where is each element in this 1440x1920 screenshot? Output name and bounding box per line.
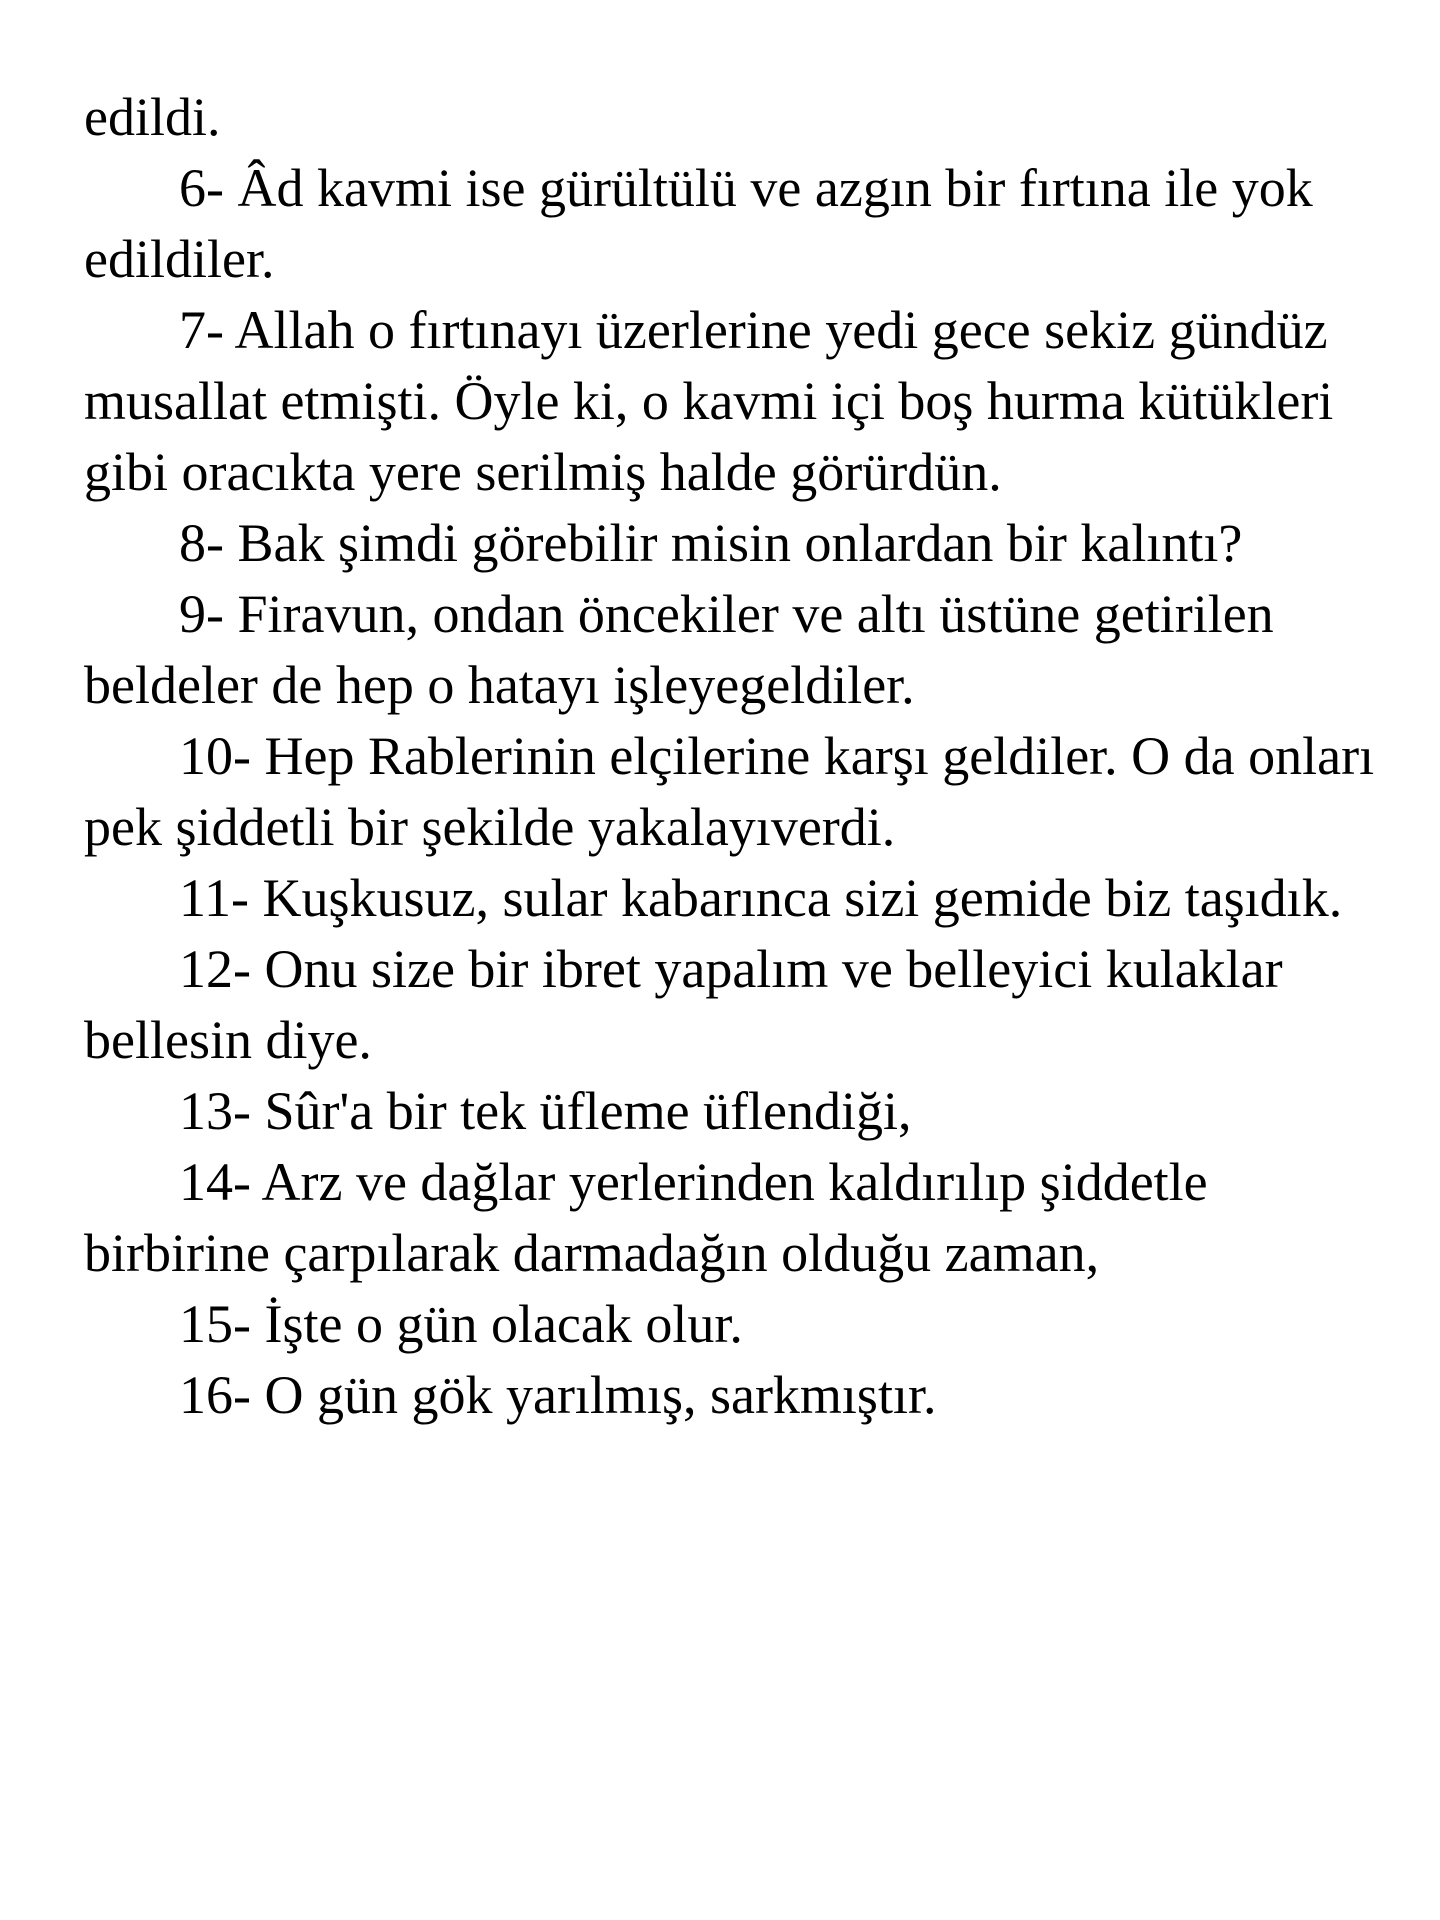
verse-7: 7- Allah o fırtınayı üzerlerine yedi gece sekiz gündüz musallat etmişti. Öyle ki, o kavmi içi boş hurma kütükleri gibi oracıkta yere serilmiş halde görürdün.: [84, 300, 1334, 502]
verse-9: 9- Firavun, ondan öncekiler ve altı üstüne getirilen beldeler de hep o hatayı işleyegeldiler.: [84, 584, 1274, 715]
verse-15: 15- İşte o gün olacak olur.: [179, 1294, 743, 1354]
verse-8: 8- Bak şimdi görebilir misin onlardan bir kalıntı?: [179, 513, 1243, 573]
verse-12: 12- Onu size bir ibret yapalım ve belleyici kulaklar bellesin diye.: [84, 939, 1283, 1070]
verse-11: 11- Kuşkusuz, sular kabarınca sizi gemide biz taşıdık.: [179, 868, 1343, 928]
verse-14: 14- Arz ve dağlar yerlerinden kaldırılıp şiddetle birbirine çarpılarak darmadağın olduğu zaman,: [84, 1152, 1208, 1283]
verse-6: 6- Âd kavmi ise gürültülü ve azgın bir fırtına ile yok edildiler.: [84, 158, 1313, 289]
paragraph-continuation: edildi.: [84, 87, 221, 147]
verse-10: 10- Hep Rablerinin elçilerine karşı geldiler. O da onları pek şiddetli bir şekilde yakalayıverdi.: [84, 726, 1375, 857]
document-page: [84, 82, 1394, 1431]
verse-16: 16- O gün gök yarılmış, sarkmıştır.: [179, 1365, 937, 1425]
verse-13: 13- Sûr'a bir tek üfleme üflendiği,: [179, 1081, 912, 1141]
